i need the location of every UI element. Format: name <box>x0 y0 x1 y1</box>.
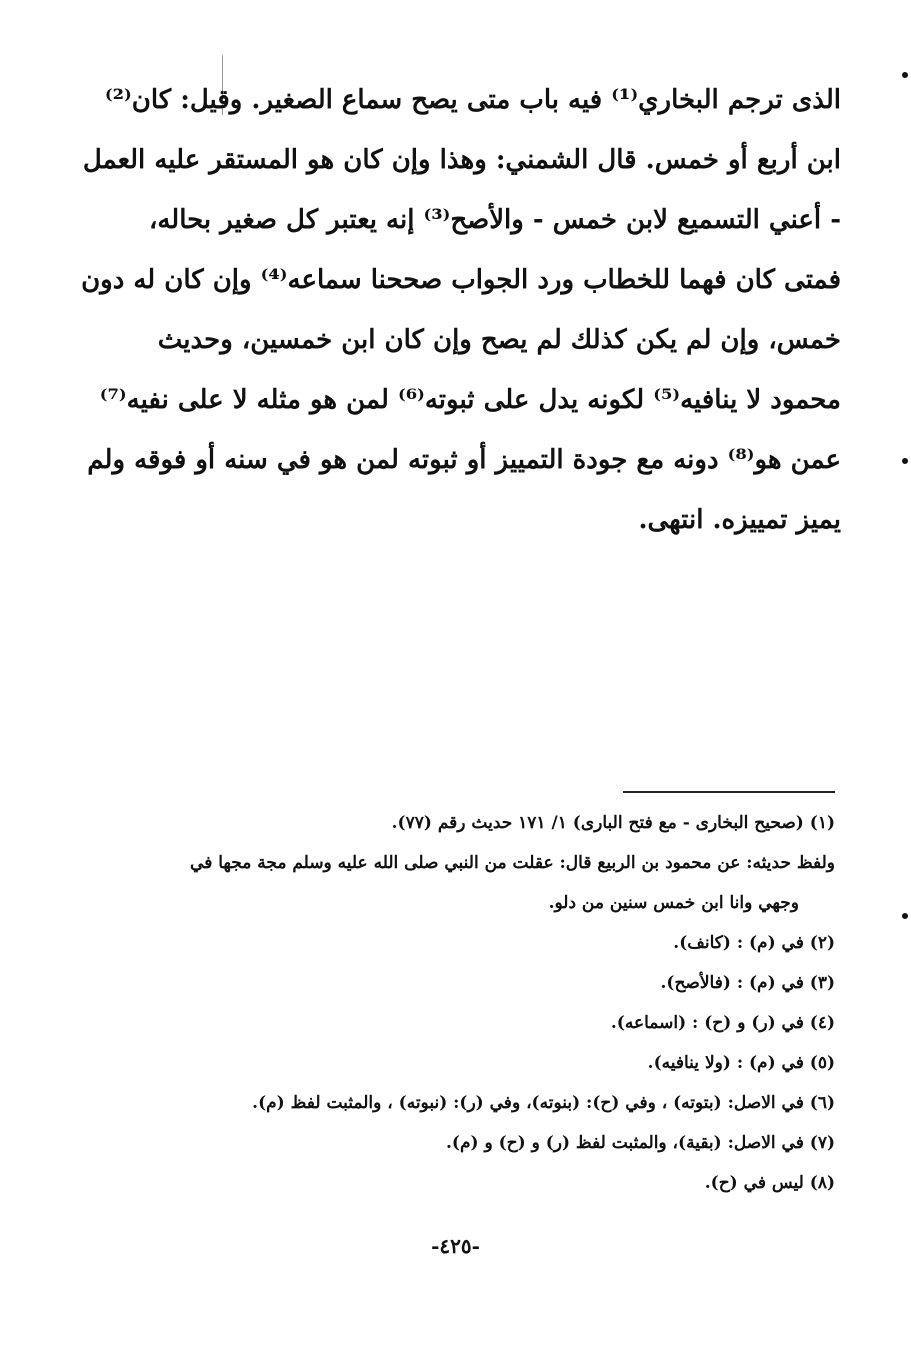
footnote-line: (٢) في (م) : (كانف). <box>673 933 835 953</box>
main-text-line: الذى ترجم البخاري⁽¹⁾ فيه باب متى يصح سماع الصغير. وقيل: كان⁽²⁾ <box>104 85 841 115</box>
margin-dot <box>902 913 908 919</box>
footnote-line: (٥) في (م) : (ولا ينافيه). <box>647 1053 835 1073</box>
main-text-line: فمتى كان فهما للخطاب ورد الجواب صححنا سماعه⁽⁴⁾ وإن كان له دون <box>81 265 841 295</box>
page-number: -٤٢٥- <box>431 1234 480 1258</box>
main-text-block <box>81 70 841 550</box>
main-text-line: - أعني التسميع لابن خمس - والأصح⁽³⁾ إنه يعتبر كل صغير بحاله، <box>148 205 841 235</box>
footnote-line: (٣) في (م) : (فالأصح). <box>660 973 835 993</box>
footnote-continuation-line: وجهي وانا ابن خمس سنين من دلو. <box>548 893 799 913</box>
main-text-line: محمود لا ينافيه⁽⁵⁾ لكونه يدل على ثبوته⁽⁶⁾ لمن هو مثله لا على نفيه⁽⁷⁾ <box>99 385 841 415</box>
margin-dot <box>902 72 908 78</box>
main-text-line: عمن هو⁽⁸⁾ دونه مع جودة التمييز أو ثبوته لمن هو في سنه أو فوقه ولم <box>87 445 841 475</box>
footnote-line: ولفظ حديثه: عن محمود بن الربيع قال: عقلت من النبي صلى الله عليه وسلم مجة مجها في <box>190 853 835 873</box>
footnote-line: (٦) في الاصل: (بتوته) ، وفي (ح): (بنوته)، وفي (ر): (نبوته) ، والمثبت لفظ (م). <box>252 1093 835 1113</box>
margin-dot <box>902 458 908 464</box>
footnotes-block <box>115 803 835 1203</box>
footnote-line: (٧) في الاصل: (بقية)، والمثبت لفظ (ر) و (ح) و (م). <box>446 1133 835 1153</box>
footnote-line: (٤) في (ر) و (ح) : (اسماعه). <box>610 1013 835 1033</box>
footnote-line: (٨) ليس في (ح). <box>704 1173 835 1193</box>
main-text-line: يميز تمييزه. انتهى. <box>638 505 841 535</box>
main-text-line: ابن أربع أو خمس. قال الشمني: وهذا وإن كان هو المستقر عليه العمل <box>82 145 841 175</box>
footnote-separator <box>623 791 835 793</box>
main-text-line: خمس، وإن لم يكن كذلك لم يصح وإن كان ابن خمسين، وحديث <box>157 325 841 355</box>
footnote-line: (١) (صحيح البخارى - مع فتح البارى) ١/ ١٧١ حديث رقم (٧٧). <box>391 813 835 833</box>
